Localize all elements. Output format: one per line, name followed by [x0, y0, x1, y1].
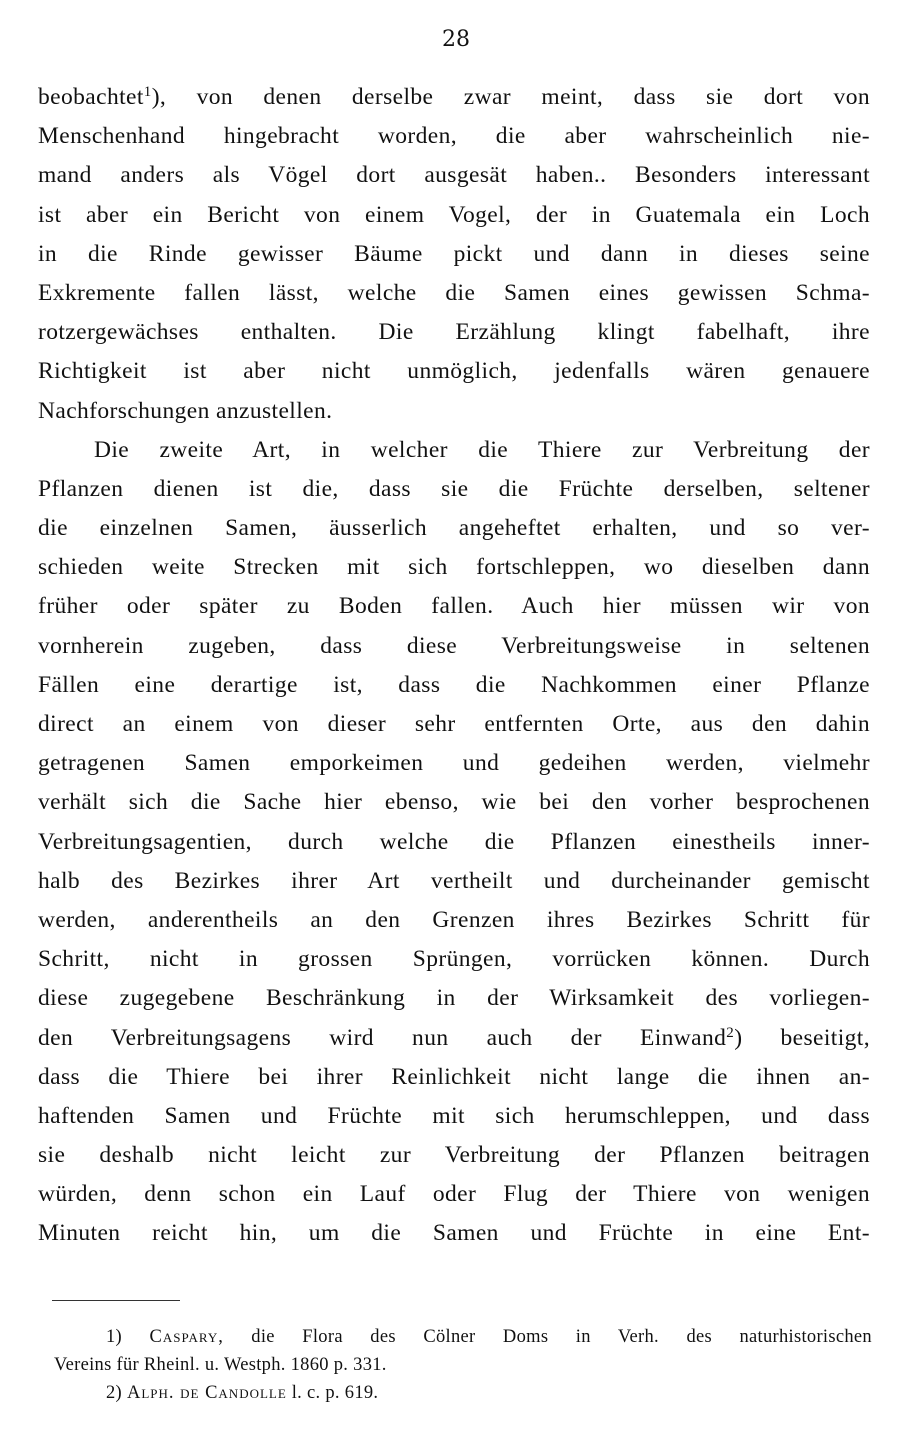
text-line: früher oder später zu Boden fallen. Auch hier müssen wir von: [38, 593, 870, 620]
text-line: dass die Thiere bei ihrer Reinlichkeit nicht lange die ihnen an-: [38, 1063, 870, 1090]
text-line: den Verbreitungsagens wird nun auch der Einwand$^2$) beseitigt,: [38, 1024, 871, 1051]
footnote-author: Caspary,: [149, 1327, 224, 1347]
footnote-divider: [52, 1300, 180, 1301]
text-line: mand anders als Vögel dort ausgesät haben.. Besonders interessant: [38, 162, 870, 189]
text-line: Schritt, nicht in grossen Sprüngen, vorrücken können. Durch: [38, 946, 870, 973]
text-line: ist aber ein Bericht von einem Vogel, der in Guatemala ein Loch: [38, 201, 870, 228]
text-line: Exkremente fallen lässt, welche die Samen eines gewissen Schma-: [38, 279, 870, 306]
text-line: direct an einem von dieser sehr entfernten Orte, aus den dahin: [38, 711, 870, 737]
text-line: vornherein zugeben, dass diese Verbreitungsweise in seltenen: [38, 632, 870, 659]
text-line: Minuten reicht hin, um die Samen und Früchte in eine Ent-: [38, 1220, 870, 1247]
text-line: Nachforschungen anzustellen.: [38, 397, 333, 424]
footnote-ref-1: 1: [143, 84, 152, 100]
footnote-marker: 2): [106, 1383, 123, 1403]
text-line: haftenden Samen und Früchte mit sich herumschleppen, und dass: [38, 1102, 870, 1129]
text-line: würden, denn schon ein Lauf oder Flug der Thiere von wenigen: [38, 1181, 870, 1208]
text-line: schieden weite Strecken mit sich fortschleppen, wo dieselben dann: [38, 554, 870, 581]
text-line: Fällen eine derartige ist, dass die Nachkommen einer Pflanze: [38, 671, 870, 698]
text-line: verhält sich die Sache hier ebenso, wie bei den vorher besprochenen: [38, 789, 870, 816]
footnote-2: 2) Alph. de Candolle l. c. p. 619.: [106, 1383, 379, 1403]
text-line: die einzelnen Samen, äusserlich angeheftet erhalten, und so ver-: [38, 515, 870, 542]
footnote-ref-2: 2: [726, 1024, 735, 1041]
footnote-author: Alph. de Candolle: [126, 1383, 287, 1403]
footnote-marker: 1): [106, 1327, 123, 1347]
page-number: 28: [442, 27, 470, 52]
text-line: Richtigkeit ist aber nicht unmöglich, jedenfalls wären genauere: [38, 358, 870, 385]
text-line: beobachtet$^1$), von denen derselbe zwar meint, dass sie dort von: [38, 84, 870, 110]
text-line: sie deshalb nicht leicht zur Verbreitung der Pflanzen beitragen: [38, 1142, 870, 1169]
footnote-1-continuation: Vereins für Rheinl. u. Westph. 1860 p. 331.: [54, 1355, 387, 1375]
text-line: Pflanzen dienen ist die, dass sie die Früchte derselben, seltener: [38, 475, 870, 502]
text-line: rotzergewächses enthalten. Die Erzählung klingt fabelhaft, ihre: [38, 319, 870, 346]
text-line: diese zugegebene Beschränkung in der Wirksamkeit des vorliegen-: [38, 985, 870, 1012]
text-line: in die Rinde gewisser Bäume pickt und dann in dieses seine: [38, 240, 870, 267]
text-line: getragenen Samen emporkeimen und gedeihen werden, vielmehr: [38, 750, 870, 777]
text-line: Verbreitungsagentien, durch welche die Pflanzen einestheils inner-: [38, 828, 870, 855]
paragraph-start: Die zweite Art, in welcher die Thiere zur Verbreitung der: [94, 436, 870, 463]
text-line: werden, anderentheils an den Grenzen ihres Bezirkes Schritt für: [38, 906, 870, 933]
footnotes: [50, 1323, 872, 1407]
text-line: halb des Bezirkes ihrer Art vertheilt und durcheinander gemischt: [38, 867, 870, 894]
text-line: Menschenhand hingebracht worden, die aber wahrscheinlich nie-: [38, 123, 870, 150]
footnote-1: 1) Caspary, die Flora des Cölner Doms in Verh. des naturhistorischen: [106, 1327, 872, 1347]
main-text: [38, 78, 870, 1254]
